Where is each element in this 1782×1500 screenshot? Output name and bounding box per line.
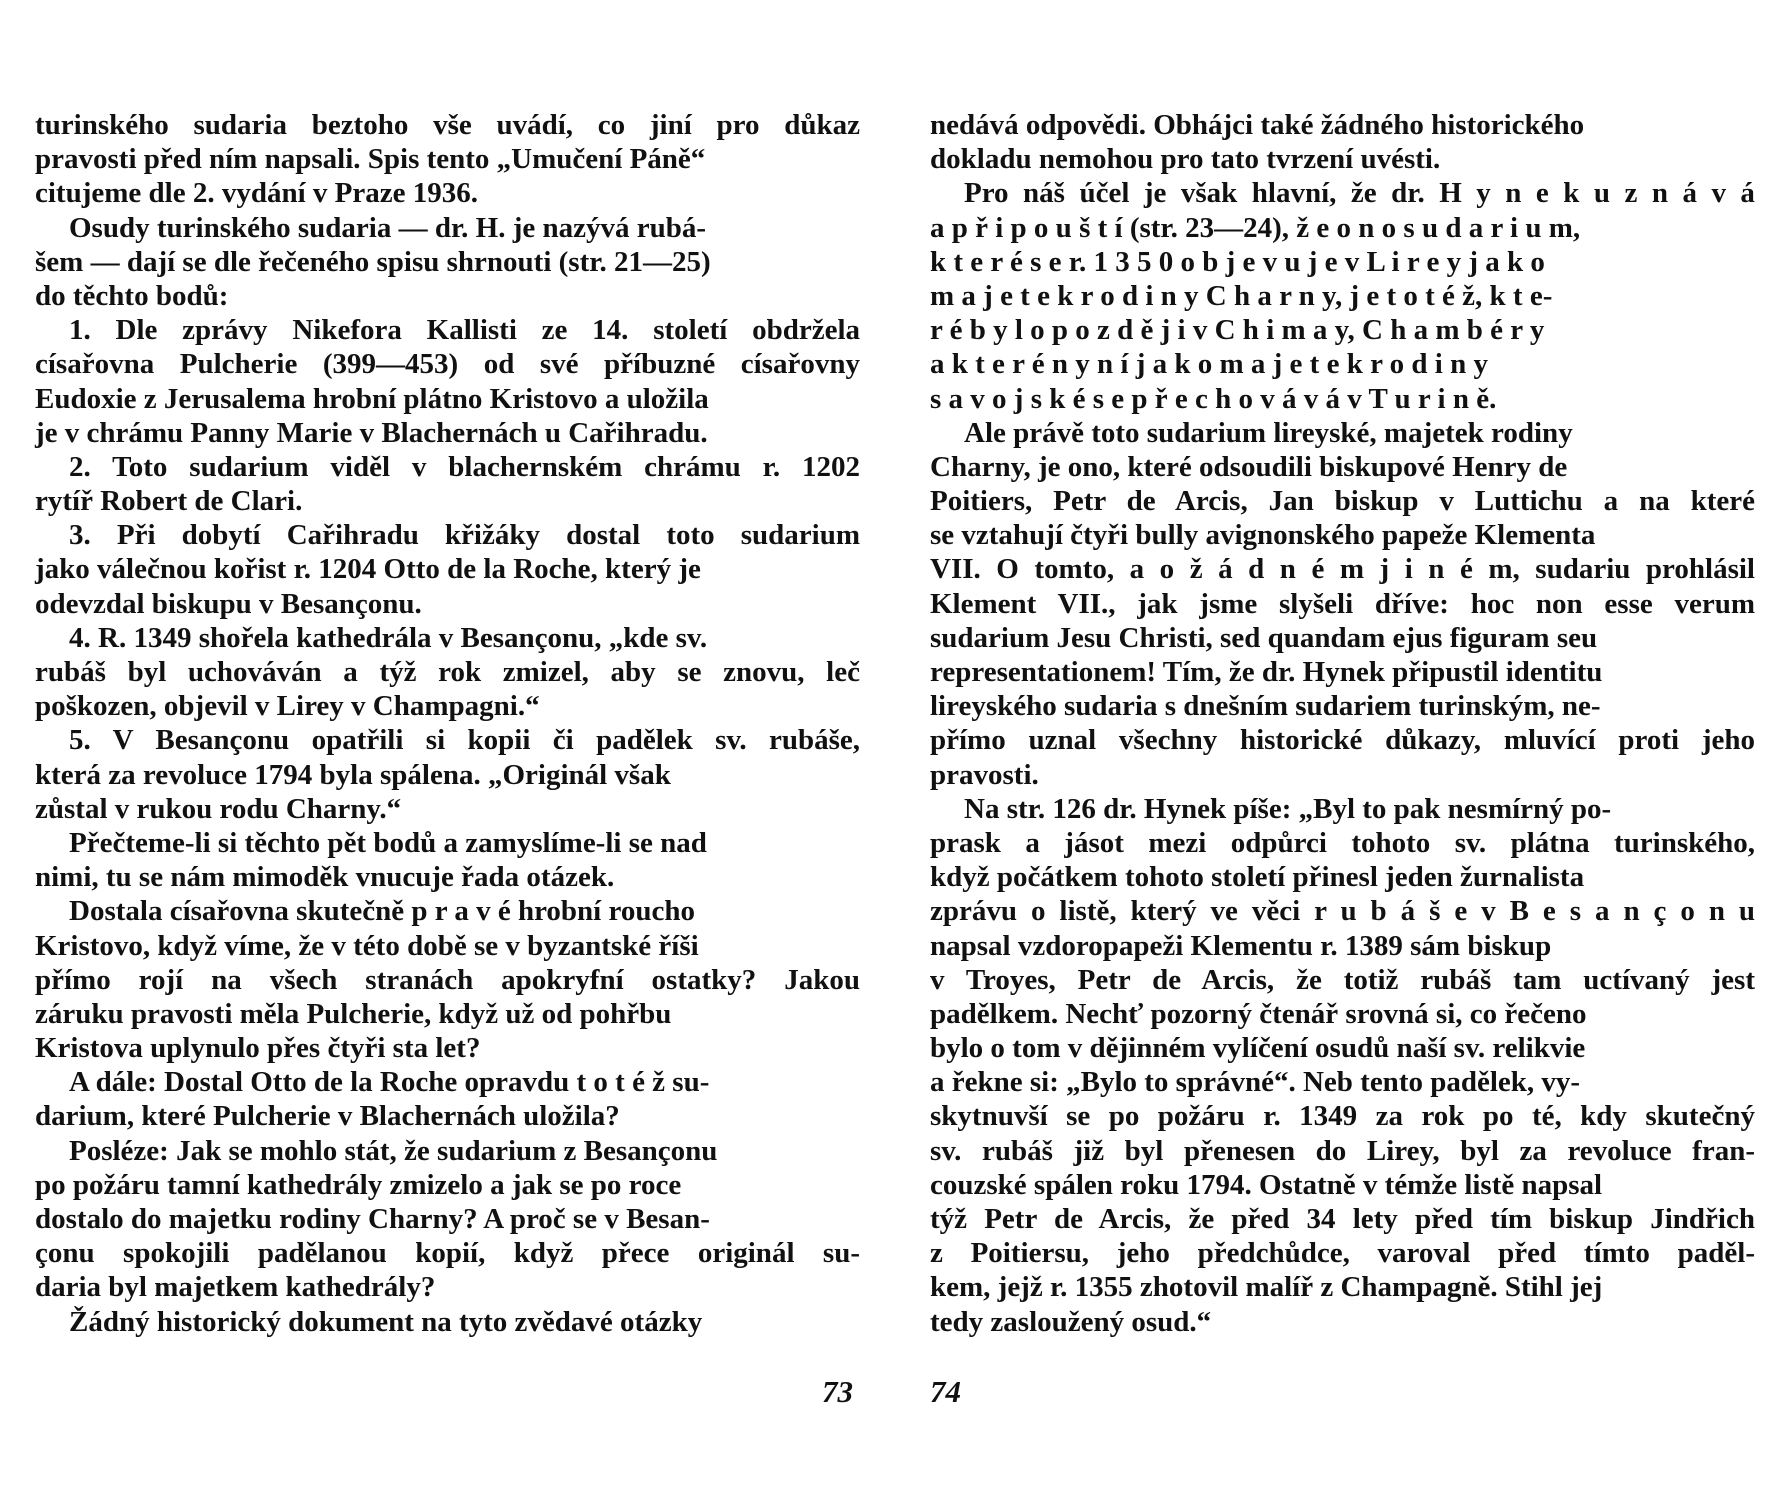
text-line: k t e r é s e r. 1 3 5 0 o b j e v u j e v L i r e y j a k o [930,245,1545,278]
text-line: bylo o tom v dějinném vylíčení osudů naší sv. relikvie [930,1032,1586,1065]
text-line: když počátkem tohoto století přinesl jeden žurnalista [930,861,1585,894]
text-line: císařovna Pulcherie (399—453) od své příbuzné císařovny [35,348,860,381]
text-line: representationem! Tím, že dr. Hynek připustil identitu [930,656,1603,688]
text-line: v Troyes, Petr de Arcis, že totiž rubáš tam uctívaný jest [930,963,1755,996]
text-line: VII. O tomto, a o ž á d n é m j i n é m, sudariu prohlásil [930,553,1755,586]
text-line: poškozen, objevil v Lirey v Champagni.“ [35,690,540,723]
text-line: rytíř Robert de Clari. [35,485,303,518]
text-line: m a j e t e k r o d i n y C h a r n y, j e t o t é ž, k t e- [930,279,1553,312]
text-line: do těchto bodů: [35,279,229,312]
text-line: nimi, tu se nám mimoděk vnucuje řada otázek. [35,861,615,894]
text-line: Eudoxie z Jerusalema hrobní plátno Kristovo a uložila [35,382,709,415]
text-line: šem — dají se dle řečeného spisu shrnouti (str. 21—25) [35,245,711,278]
text-line: 3. Při dobytí Cařihradu křižáky dostal toto sudarium [69,519,861,552]
text-line: A dále: Dostal Otto de la Roche opravdu t o t é ž su- [69,1066,710,1099]
text-line: Pro náš účel je však hlavní, že dr. H y n e k u z n á v á [964,177,1755,210]
text-line: 2. Toto sudarium viděl v blachernském chrámu r. 1202 [69,450,861,483]
text-line: přímo uznal všechny historické důkazy, mluvící proti jeho [930,724,1756,757]
text-line: Charny, je ono, které odsoudili biskupové Henry de [930,450,1568,483]
text-line: nedává odpovědi. Obhájci také žádného historického [930,109,1585,141]
text-line: skytnuvší se po požáru r. 1349 za rok po té, kdy skutečný [930,1100,1755,1133]
text-line: couzské spálen roku 1794. Ostatně v témže listě napsal [930,1168,1603,1201]
left-page-number: 73 [822,1374,853,1409]
text-line: daria byl majetkem kathedrály? [35,1271,436,1304]
text-line: 4. R. 1349 shořela kathedrála v Besançonu, „kde sv. [69,621,708,654]
text-line: tedy zasloužený osud.“ [930,1305,1212,1338]
text-line: po požáru tamní kathedrály zmizelo a jak se po roce [35,1168,682,1201]
text-line: zprávu o listě, který ve věci r u b á š e v B e s a n ç o n u [930,895,1756,928]
text-line: záruku pravosti měla Pulcherie, když už od pohřbu [35,997,672,1030]
text-line: lireyského sudaria s dnešním sudariem turinským, ne- [930,690,1601,723]
text-line: s a v o j s k é s e p ř e c h o v á v á v T u r i n ě. [930,382,1497,415]
text-line: Poitiers, Petr de Arcis, Jan biskup v Luttichu a na které [930,485,1755,518]
text-line: dokladu nemohou pro tato tvrzení uvésti. [930,143,1441,176]
text-line: a p ř i p o u š t í (str. 23—24), ž e o n o s u d a r i u m, [930,211,1581,244]
text-line: Posléze: Jak se mohlo stát, že sudarium z Besançonu [69,1134,718,1167]
text-line: napsal vzdoropapeži Klementu r. 1389 sám biskup [930,929,1552,962]
left-page [35,108,860,1339]
right-page-number: 74 [930,1374,961,1409]
text-line: 5. V Besançonu opatřili si kopii či padělek sv. rubáše, [69,724,861,757]
text-line: jako válečnou kořist r. 1204 Otto de la Roche, který je [35,553,701,586]
text-line: Klement VII., jak jsme slyšeli dříve: hoc non esse verum [930,587,1756,620]
text-line: pravosti. [930,758,1039,791]
text-line: Dostala císařovna skutečně p r a v é hrobní roucho [69,895,695,928]
text-line: sudarium Jesu Christi, sed quandam ejus figuram seu [930,621,1598,654]
text-line: Kristovo, když víme, že v této době se v byzantské říši [35,929,699,962]
text-line: kem, jejž r. 1355 zhotovil malíř z Champagně. Stihl jej [930,1271,1603,1304]
text-line: pravosti před ním napsali. Spis tento „Umučení Páně“ [35,143,706,176]
text-line: Ale právě toto sudarium lireyské, majetek rodiny [964,416,1573,449]
text-line: Přečteme-li si těchto pět bodů a zamyslíme-li se nad [69,826,707,859]
text-line: týž Petr de Arcis, že před 34 lety před tím biskup Jindřich [930,1203,1755,1235]
text-line: se vztahují čtyři bully avignonského papeže Klementa [930,519,1596,552]
text-line: padělkem. Nechť pozorný čtenář srovná si, co řečeno [930,997,1587,1030]
text-line: citujeme dle 2. vydání v Praze 1936. [35,177,478,210]
text-line: dostalo do majetku rodiny Charny? A proč se v Besan- [35,1203,710,1235]
text-line: je v chrámu Panny Marie v Blachernách u Cařihradu. [35,416,708,449]
text-line: rubáš byl uchováván a týž rok zmizel, aby se znovu, leč [35,656,860,688]
text-line: odevzdal biskupu v Besançonu. [35,587,422,620]
text-line: 1. Dle zprávy Nikefora Kallisti ze 14. století obdržela [69,314,860,347]
text-line: a řekne si: „Bylo to správné“. Neb tento padělek, vy- [930,1066,1581,1099]
right-page [930,108,1755,1339]
text-line: zůstal v rukou rodu Charny.“ [35,792,402,825]
text-line: Osudy turinského sudaria — dr. H. je nazývá rubá- [69,211,707,244]
text-line: turinského sudaria beztoho vše uvádí, co jiní pro důkaz [35,109,860,141]
text-line: přímo rojí na všech stranách apokryfní ostatky? Jakou [35,963,860,996]
text-line: sv. rubáš již byl přenesen do Lirey, byl za revoluce fran- [930,1134,1755,1167]
text-line: Na str. 126 dr. Hynek píše: „Byl to pak nesmírný po- [964,792,1612,825]
text-line: prask a jásot mezi odpůrci tohoto sv. plátna turinského, [930,826,1756,859]
text-line: darium, které Pulcherie v Blachernách uložila? [35,1100,620,1133]
text-line: a k t e r é n y n í j a k o m a j e t e k r o d i n y [930,348,1488,381]
text-line: Kristova uplynulo přes čtyři sta let? [35,1032,481,1065]
text-line: z Poitiersu, jeho předchůdce, varoval před tímto paděl- [930,1237,1755,1270]
text-line: která za revoluce 1794 byla spálena. „Originál však [35,758,671,791]
text-line: Žádný historický dokument na tyto zvědavé otázky [69,1305,703,1338]
text-line: r é b y l o p o z d ě j i v C h i m a y, C h a m b é r y [930,314,1545,347]
text-line: çonu spokojili padělanou kopií, když přece originál su- [35,1237,860,1270]
